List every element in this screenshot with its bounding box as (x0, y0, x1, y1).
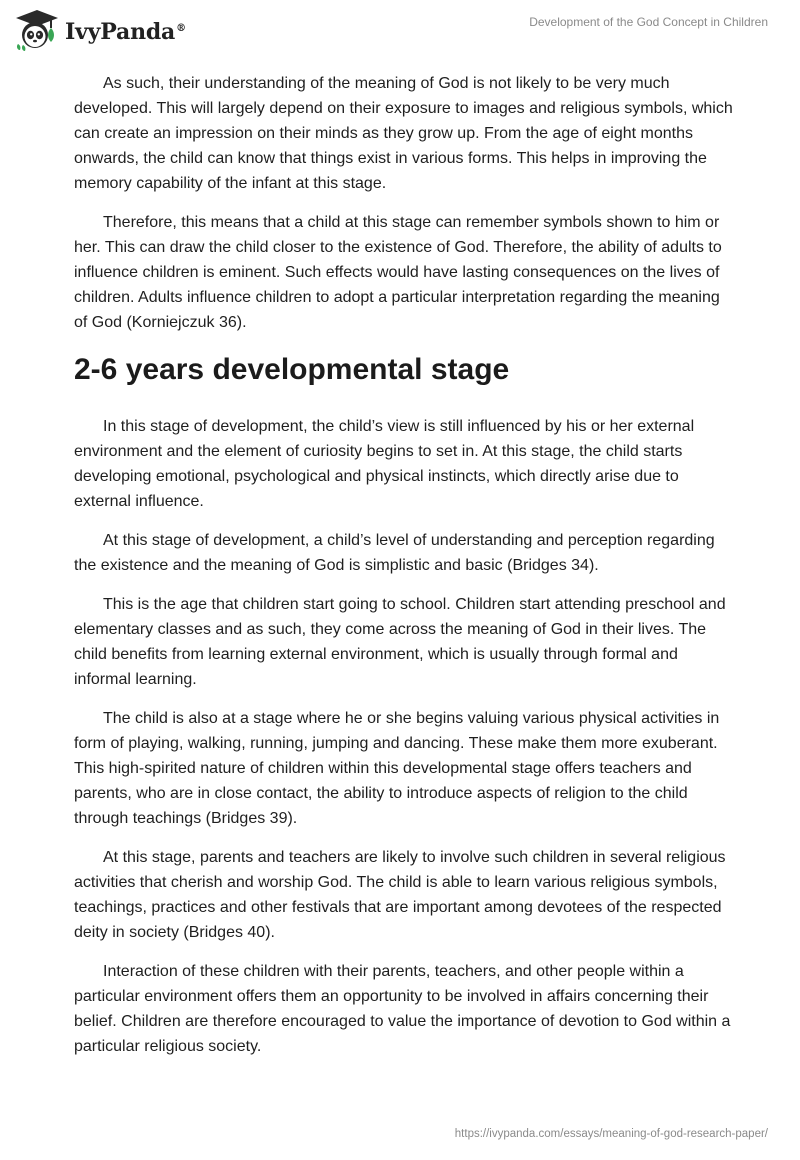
paragraph: At this stage, parents and teachers are likely to involve such children in several religious activities that cherish and worship God. The child is able to learn various religious symbols, teachings, practices and other festivals that are important among devotees of the respected deity in society (Bridges 40). (74, 849, 726, 941)
essay-body (74, 71, 734, 1073)
paragraph: Interaction of these children with their parents, teachers, and other people within a particular environment offers them an opportunity to be involved in affairs concerning their belief. Children are therefore encouraged to value the importance of devotion to God within a particular religious society. (74, 963, 731, 1055)
panda-graduate-logo-icon (14, 8, 60, 52)
paragraph: This is the age that children start going to school. Children start attending preschool and elementary classes and as such, they come across the meaning of God in their lives. The child benefits from learning external environment, which is usually through formal and informal learning. (74, 596, 726, 688)
logo-wordmark: IvyPanda® (65, 19, 186, 45)
document-title: Development of the God Concept in Children (529, 15, 768, 29)
ivypanda-logo[interactable] (14, 8, 186, 52)
paragraph: In this stage of development, the child’s view is still influenced by his or her external environment and the element of curiosity begins to set in. At this stage, the child starts developing emotional, psychological and physical instincts, which directly arise due to external influence. (74, 418, 695, 510)
paragraph: At this stage of development, a child’s level of understanding and perception regarding the existence and the meaning of God is simplistic and basic (Bridges 34). (74, 532, 715, 574)
section-heading: 2-6 years developmental stage (74, 353, 510, 386)
paragraph: The child is also at a stage where he or she begins valuing various physical activities in form of playing, walking, running, jumping and dancing. These make them more exuberant. This high-spirited nature of children within this developmental stage offers teachers and parents, who are in close contact, the ability to introduce aspects of religion to the child through teachings (Bridges 39). (74, 710, 720, 827)
page-header (0, 0, 800, 70)
source-url[interactable]: https://ivypanda.com/essays/meaning-of-god-research-paper/ (454, 1128, 768, 1140)
paragraph: As such, their understanding of the meaning of God is not likely to be very much developed. This will largely depend on their exposure to images and religious symbols, which can create an impression on their minds as they grow up. From the age of eight months onwards, the child can know that things exist in various forms. This helps in improving the memory capability of the infant at this stage. (74, 75, 733, 192)
paragraph: Therefore, this means that a child at this stage can remember symbols shown to him or her. This can draw the child closer to the existence of God. Therefore, the ability of adults to influence children is eminent. Such effects would have lasting consequences on the lives of children. Adults influence children to adopt a particular interpretation regarding the meaning of God (Korniejczuk 36). (74, 214, 722, 331)
